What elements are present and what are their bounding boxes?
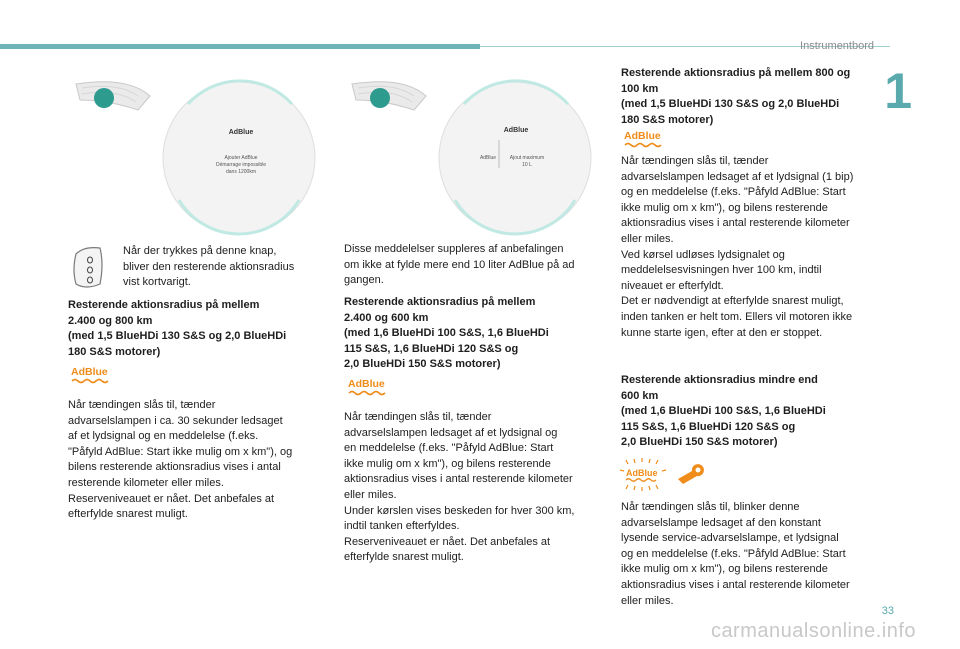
text-line: advarselslampen ledsaget af et lydsignal (1 bip) (621, 170, 854, 183)
heading-line: 2,0 BlueHDi 150 S&S motorer) (621, 436, 778, 449)
text-line: Under kørslen vises beskeden for hver 300 km, (344, 504, 575, 517)
dial-message-line-2: Démarrage impossible (215, 162, 267, 168)
heading-line: (med 1,6 BlueHDi 100 S&S, 1,6 BlueHDi (344, 327, 549, 340)
body-2400-800 (68, 398, 328, 523)
header-accent-bar (0, 44, 480, 49)
wrench-icon (675, 462, 705, 489)
text-line: efterfylde snarest muligt. (68, 508, 188, 521)
text-line: aktionsradius vises i antal resterende kilometer (344, 473, 573, 486)
text-line: om ikke at fylde mere end 10 liter AdBlue på ad (344, 258, 575, 271)
dial-adblue-label: AdBlue (503, 127, 529, 134)
text-line: Reserveniveauet er nået. Det anbefales at (344, 535, 551, 548)
dial-right-text-1: Ajout maximum (509, 155, 545, 161)
svg-text:AdBlue: AdBlue (71, 366, 108, 378)
text-line: advarselslampen ledsaget af et lydsignal og (344, 426, 558, 439)
heading-line: 180 S&S motorer) (621, 113, 714, 126)
text-line: eller miles. (344, 488, 397, 501)
text-line: Det er nødvendigt at efterfylde snarest muligt, (621, 295, 844, 308)
text-line: bilens resterende aktionsradius vises i antal (68, 461, 281, 474)
heading-line: 600 km (621, 389, 659, 402)
button-icon (70, 244, 110, 297)
heading-under-600 (621, 373, 883, 451)
text-line: Når tændingen slås til, tænder (621, 155, 769, 167)
text-line: vist kortvarigt. (123, 276, 191, 289)
text-line: indtil tanken efterfyldes. (344, 520, 460, 533)
heading-line: (med 1,5 BlueHDi 130 S&S og 2,0 BlueHDi (68, 330, 287, 343)
button-description (123, 244, 323, 291)
text-line: ikke mulig om x km"), og bilens resterende (621, 563, 828, 576)
text-line: Reserveniveauet er nået. Det anbefales at (68, 492, 275, 505)
heading-line: Resterende aktionsradius på mellem (68, 299, 260, 311)
adblue-warning-icon (70, 364, 116, 391)
dial-message-line-3: dans 1200km (225, 169, 257, 175)
text-line: eller miles. (621, 232, 674, 245)
text-line: Når tændingen slås til, blinker denne (621, 501, 800, 513)
svg-text:AdBlue: AdBlue (626, 468, 658, 478)
instrument-figure-1 (68, 70, 328, 238)
text-line: og en meddelelse (f.eks. "Påfyld AdBlue: Start (621, 186, 846, 199)
text-line: Når tændingen slås til, tænder (68, 399, 216, 411)
heading-line: Resterende aktionsradius på mellem 800 og (621, 67, 851, 79)
heading-line: 115 S&S, 1,6 BlueHDi 120 S&S og (621, 420, 796, 433)
chapter-number: 1 (884, 63, 912, 119)
text-line: bliver den resterende aktionsradius (123, 260, 295, 273)
adblue-warning-icon (623, 128, 669, 155)
text-line: gangen. (344, 274, 384, 287)
heading-line: 115 S&S, 1,6 BlueHDi 120 S&S og (344, 342, 519, 355)
heading-line: 180 S&S motorer) (68, 345, 161, 358)
heading-2400-600 (344, 295, 606, 373)
text-line: aktionsradius vises i antal resterende kilometer (621, 217, 850, 230)
heading-line: (med 1,6 BlueHDi 100 S&S, 1,6 BlueHDi (621, 405, 826, 418)
text-line: lysende service-advarselslampe, et lydsignal (621, 532, 839, 545)
text-line: ikke mulig om x km"), og bilens resterende (344, 457, 551, 470)
text-line: advarselslampen i ca. 30 sekunder ledsaget (68, 414, 283, 427)
adblue-flashing-icon (620, 458, 670, 497)
page-number: 33 (881, 605, 894, 617)
heading-line: 2.400 og 600 km (344, 311, 429, 324)
intro-text (344, 242, 606, 289)
instrument-figure-2 (344, 70, 604, 238)
text-line: Ved kørsel udløses lydsignalet og (621, 248, 785, 261)
text-line: ikke mulig om x km"), og bilens resterende (621, 201, 828, 214)
adblue-warning-icon (347, 376, 393, 403)
fuel-gauge-knob (94, 88, 114, 108)
dial-message-line-1: Ajouter AdBlue (224, 155, 258, 161)
svg-text:AdBlue: AdBlue (624, 130, 661, 142)
heading-800-100 (621, 66, 883, 128)
body-under-600 (621, 500, 883, 609)
heading-line: Resterende aktionsradius på mellem (344, 296, 536, 308)
section-title: Instrumentbord (800, 40, 874, 52)
body-2400-600 (344, 410, 606, 566)
text-line: Når tændingen slås til, tænder (344, 411, 492, 423)
text-line: "Påfyld AdBlue: Start ikke mulig om x km"), og (68, 445, 293, 458)
heading-line: 2,0 BlueHDi 150 S&S motorer) (344, 358, 501, 371)
heading-line: 2.400 og 800 km (68, 314, 153, 327)
heading-line: (med 1,5 BlueHDi 130 S&S og 2,0 BlueHDi (621, 98, 840, 111)
dial-right-text-2: 10 L (522, 162, 532, 168)
text-line: aktionsradius vises i antal resterende kilometer (621, 578, 850, 591)
svg-text:AdBlue: AdBlue (348, 378, 385, 390)
fuel-gauge-knob (370, 88, 390, 108)
text-line: Når der trykkes på denne knap, (123, 245, 277, 257)
heading-line: 100 km (621, 82, 659, 95)
text-line: niveauet er efterfyldt. (621, 279, 724, 292)
dial-adblue-label: AdBlue (228, 129, 254, 136)
text-line: eller miles. (621, 594, 674, 607)
body-800-100 (621, 154, 883, 341)
watermark: carmanualsonline.info (710, 620, 916, 642)
text-line: af et lydsignal og en meddelelse (f.eks. (68, 430, 259, 443)
text-line: og en meddelelse (f.eks. "Påfyld AdBlue: Start (621, 547, 846, 560)
text-line: inden tanken er helt tom. Ellers vil motoren ikke (621, 310, 853, 323)
heading-2400-800 (68, 298, 328, 360)
text-line: advarselslampe ledsaget af den konstant (621, 516, 821, 529)
text-line: efterfylde snarest muligt. (344, 551, 464, 564)
text-line: en meddelelse (f.eks. "Påfyld AdBlue: Start (344, 442, 554, 455)
heading-line: Resterende aktionsradius mindre end (621, 374, 818, 386)
dial-left-text: AdBlue (479, 155, 497, 161)
text-line: Disse meddelelser suppleres af anbefalingen (344, 243, 564, 255)
text-line: resterende kilometer eller miles. (68, 476, 224, 489)
text-line: kunne starte igen, efter at den er stoppet. (621, 326, 823, 339)
text-line: meddelelsesvisningen hver 100 km, indtil (621, 264, 822, 277)
